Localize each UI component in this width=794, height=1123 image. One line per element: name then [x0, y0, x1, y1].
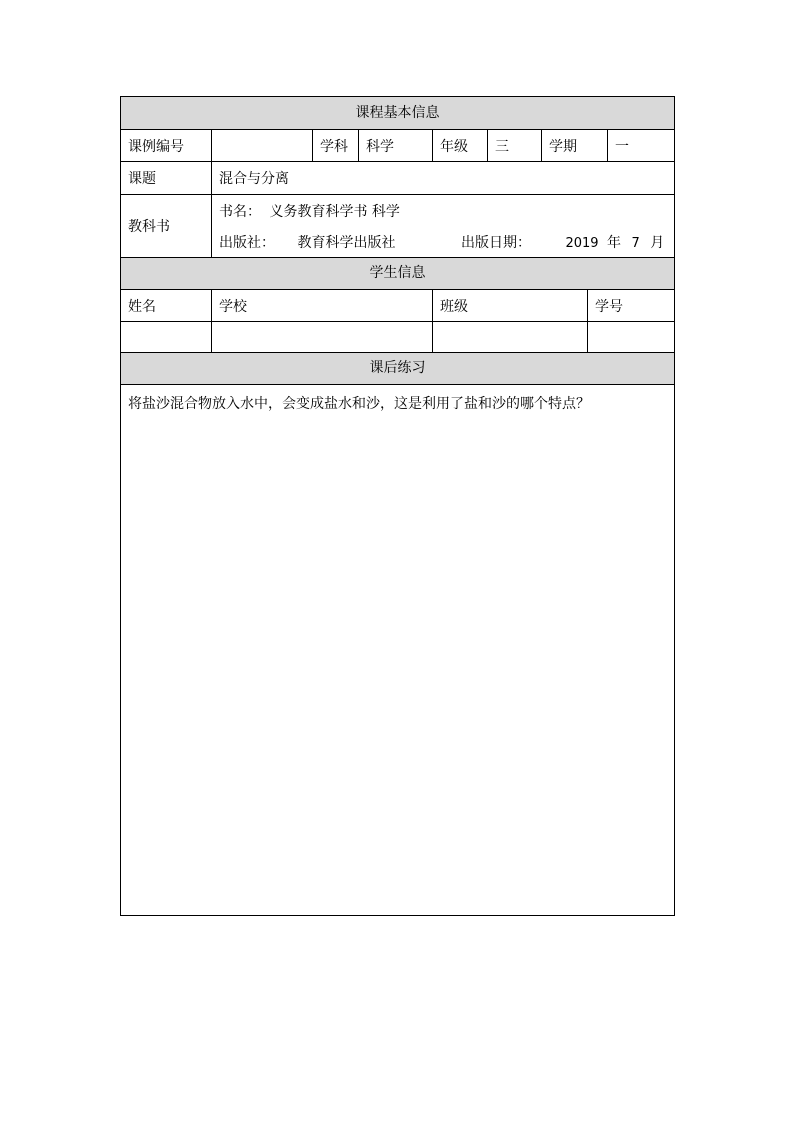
book-name-value[interactable]: 义务教育科学书 科学 [269, 204, 400, 220]
topic-label: 课题 [121, 162, 212, 194]
section-student-info [121, 258, 674, 290]
publisher-value[interactable]: 教育科学出版社 [297, 235, 396, 251]
id-value[interactable] [588, 322, 674, 352]
textbook-row [121, 195, 674, 258]
case-no-label: 课例编号 [121, 130, 212, 161]
subject-value[interactable]: 科学 [359, 130, 433, 161]
topic-row [121, 162, 674, 195]
exercise-question: 将盐沙混合物放入水中，会变成盐水和沙，这是利用了盐和沙的哪个特点？ [128, 396, 590, 412]
section-title: 课后练习 [369, 360, 426, 376]
section-title: 课程基本信息 [355, 105, 440, 121]
course-form [120, 96, 675, 916]
case-no-value[interactable] [212, 130, 313, 161]
pub-year[interactable]: 2019 [565, 236, 599, 251]
publisher-line [219, 232, 395, 252]
book-name-label: 书名： [219, 204, 261, 220]
id-label: 学号 [595, 298, 623, 315]
class-value[interactable] [433, 322, 588, 352]
student-label-row [121, 290, 674, 322]
textbook-details [212, 195, 674, 257]
book-name-line [219, 201, 400, 221]
topic-value[interactable]: 混合与分离 [219, 171, 289, 187]
pub-date-line [461, 232, 664, 252]
pub-date-label: 出版日期： [461, 235, 531, 251]
pub-month[interactable]: 7 [631, 236, 640, 251]
subject-label: 学科 [313, 130, 359, 161]
term-label: 学期 [542, 130, 608, 161]
grade-label: 年级 [433, 130, 488, 161]
year-unit: 年 [607, 235, 621, 251]
month-unit: 月 [650, 235, 665, 251]
school-label: 学校 [212, 290, 433, 321]
name-value[interactable] [121, 322, 212, 352]
textbook-label: 教科书 [121, 195, 212, 257]
publisher-label: 出版社： [219, 235, 275, 251]
term-value[interactable]: 一 [615, 138, 629, 155]
name-label: 姓名 [121, 290, 212, 321]
section-exercise [121, 353, 674, 385]
section-course-info [121, 97, 674, 130]
section-title: 学生信息 [369, 265, 426, 281]
class-label: 班级 [433, 290, 588, 321]
student-value-row [121, 322, 674, 353]
grade-value[interactable]: 三 [488, 130, 542, 161]
course-meta-row [121, 130, 674, 162]
school-value[interactable] [212, 322, 433, 352]
exercise-body[interactable] [121, 385, 674, 915]
